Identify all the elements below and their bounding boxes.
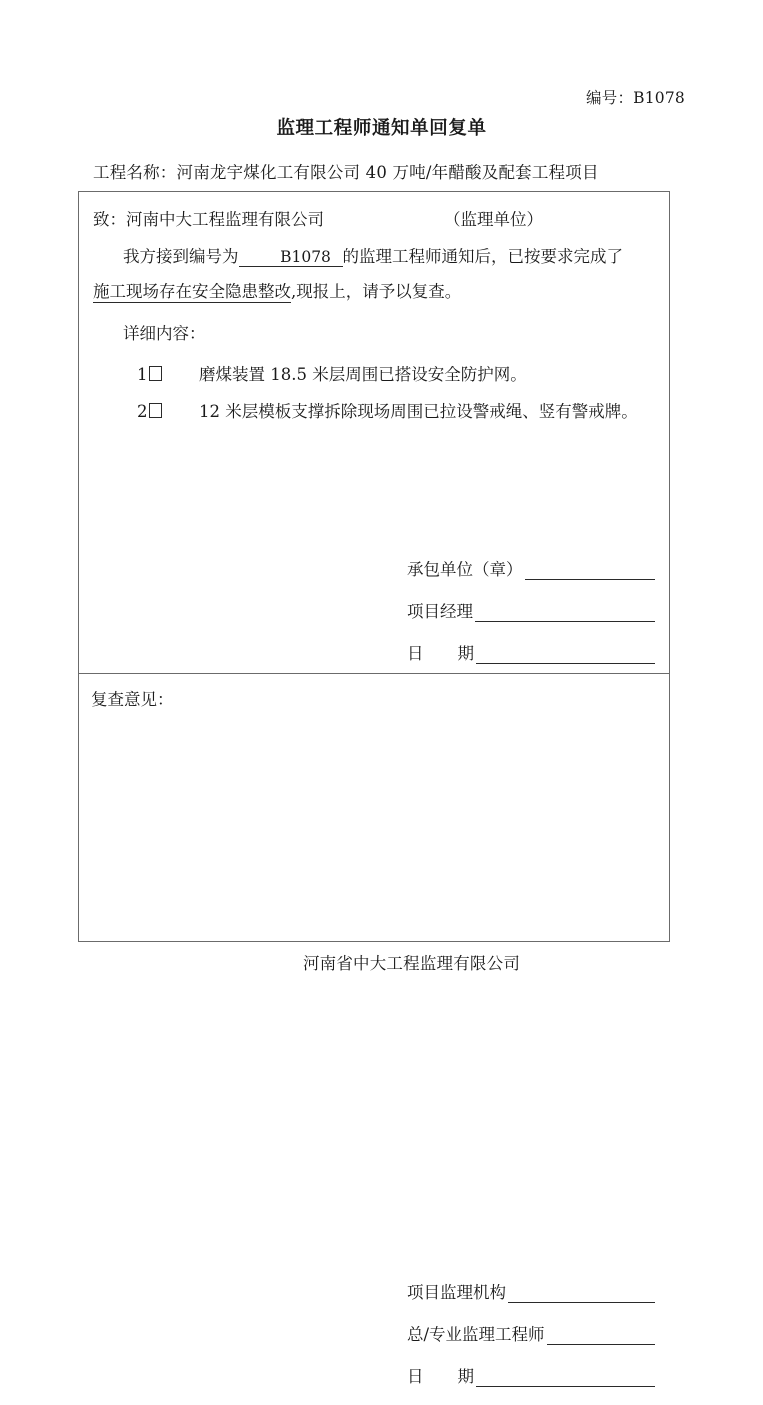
- contractor-unit-blank[interactable]: [525, 564, 656, 580]
- supervisor-signature-block: [407, 1279, 655, 1405]
- supervising-engineer-blank[interactable]: [547, 1329, 655, 1345]
- reply-body-suffix: 的监理工程师通知后，已按要求完成了: [342, 247, 623, 266]
- project-manager-blank[interactable]: [475, 606, 655, 622]
- contractor-date-row: [407, 640, 655, 664]
- detail-item-index: 2: [137, 402, 199, 421]
- detail-item-text: 12 米层模板支撑拆除现场周围已拉设警戒绳、竖有警戒牌。: [199, 402, 638, 421]
- supervision-org-blank[interactable]: [508, 1287, 655, 1303]
- supervision-org-row: [407, 1279, 655, 1303]
- detail-item: [137, 398, 655, 422]
- supervising-engineer-row: [407, 1321, 655, 1345]
- reply-body-line-1: [93, 246, 655, 268]
- detail-item: [137, 361, 655, 385]
- project-name-value: 河南龙宇煤化工有限公司 40 万吨/年醋酸及配套工程项目: [176, 163, 599, 182]
- review-heading: 复查意见：: [91, 690, 174, 709]
- reply-body-closing: ,现报上，请予以复查。: [291, 282, 462, 301]
- detail-item-text: 磨煤装置 18.5 米层周围已搭设安全防护网。: [199, 365, 527, 384]
- addressee-label: 致：: [93, 210, 126, 229]
- detail-item-index: 1: [137, 365, 199, 384]
- document-number-value: B1078: [633, 89, 685, 107]
- detail-heading: 详细内容：: [123, 324, 206, 343]
- supervision-org-label: 项目监理机构: [407, 1283, 506, 1302]
- supervising-engineer-label: 总/专业监理工程师: [407, 1325, 545, 1344]
- supervisor-date-row: [407, 1363, 655, 1387]
- addressee-line: [93, 206, 655, 230]
- addressee-organization: 河南中大工程监理有限公司: [126, 210, 324, 229]
- page-title: 监理工程师通知单回复单: [276, 118, 487, 139]
- contractor-unit-label: 承包单位（章）: [407, 560, 523, 579]
- contractor-signature-block: [407, 556, 655, 682]
- project-name-line: [93, 159, 599, 183]
- reply-body-prefix: 我方接到编号为: [123, 247, 239, 266]
- reply-body-line-2: [93, 281, 655, 303]
- supervisor-date-blank[interactable]: [476, 1371, 655, 1387]
- contractor-date-label: 日 期: [407, 644, 474, 663]
- box-glyph-icon: [149, 366, 162, 381]
- contractor-date-blank[interactable]: [476, 648, 655, 664]
- document-number: [586, 86, 685, 108]
- contractor-unit-row: [407, 556, 655, 580]
- project-manager-row: [407, 598, 655, 622]
- rectification-description: 施工现场存在安全隐患整改: [93, 282, 291, 301]
- document-number-label: 编号：: [586, 89, 634, 107]
- contractor-reply-section: [79, 192, 669, 674]
- project-manager-label: 项目经理: [407, 602, 473, 621]
- footer-organization: 河南省中大工程监理有限公司: [302, 954, 521, 973]
- project-name-label: 工程名称：: [93, 163, 177, 182]
- box-glyph-icon: [149, 403, 162, 418]
- supervisor-date-label: 日 期: [407, 1367, 474, 1386]
- notice-number-blank: B1078: [239, 249, 343, 267]
- addressee-unit-note: （监理单位）: [444, 210, 543, 229]
